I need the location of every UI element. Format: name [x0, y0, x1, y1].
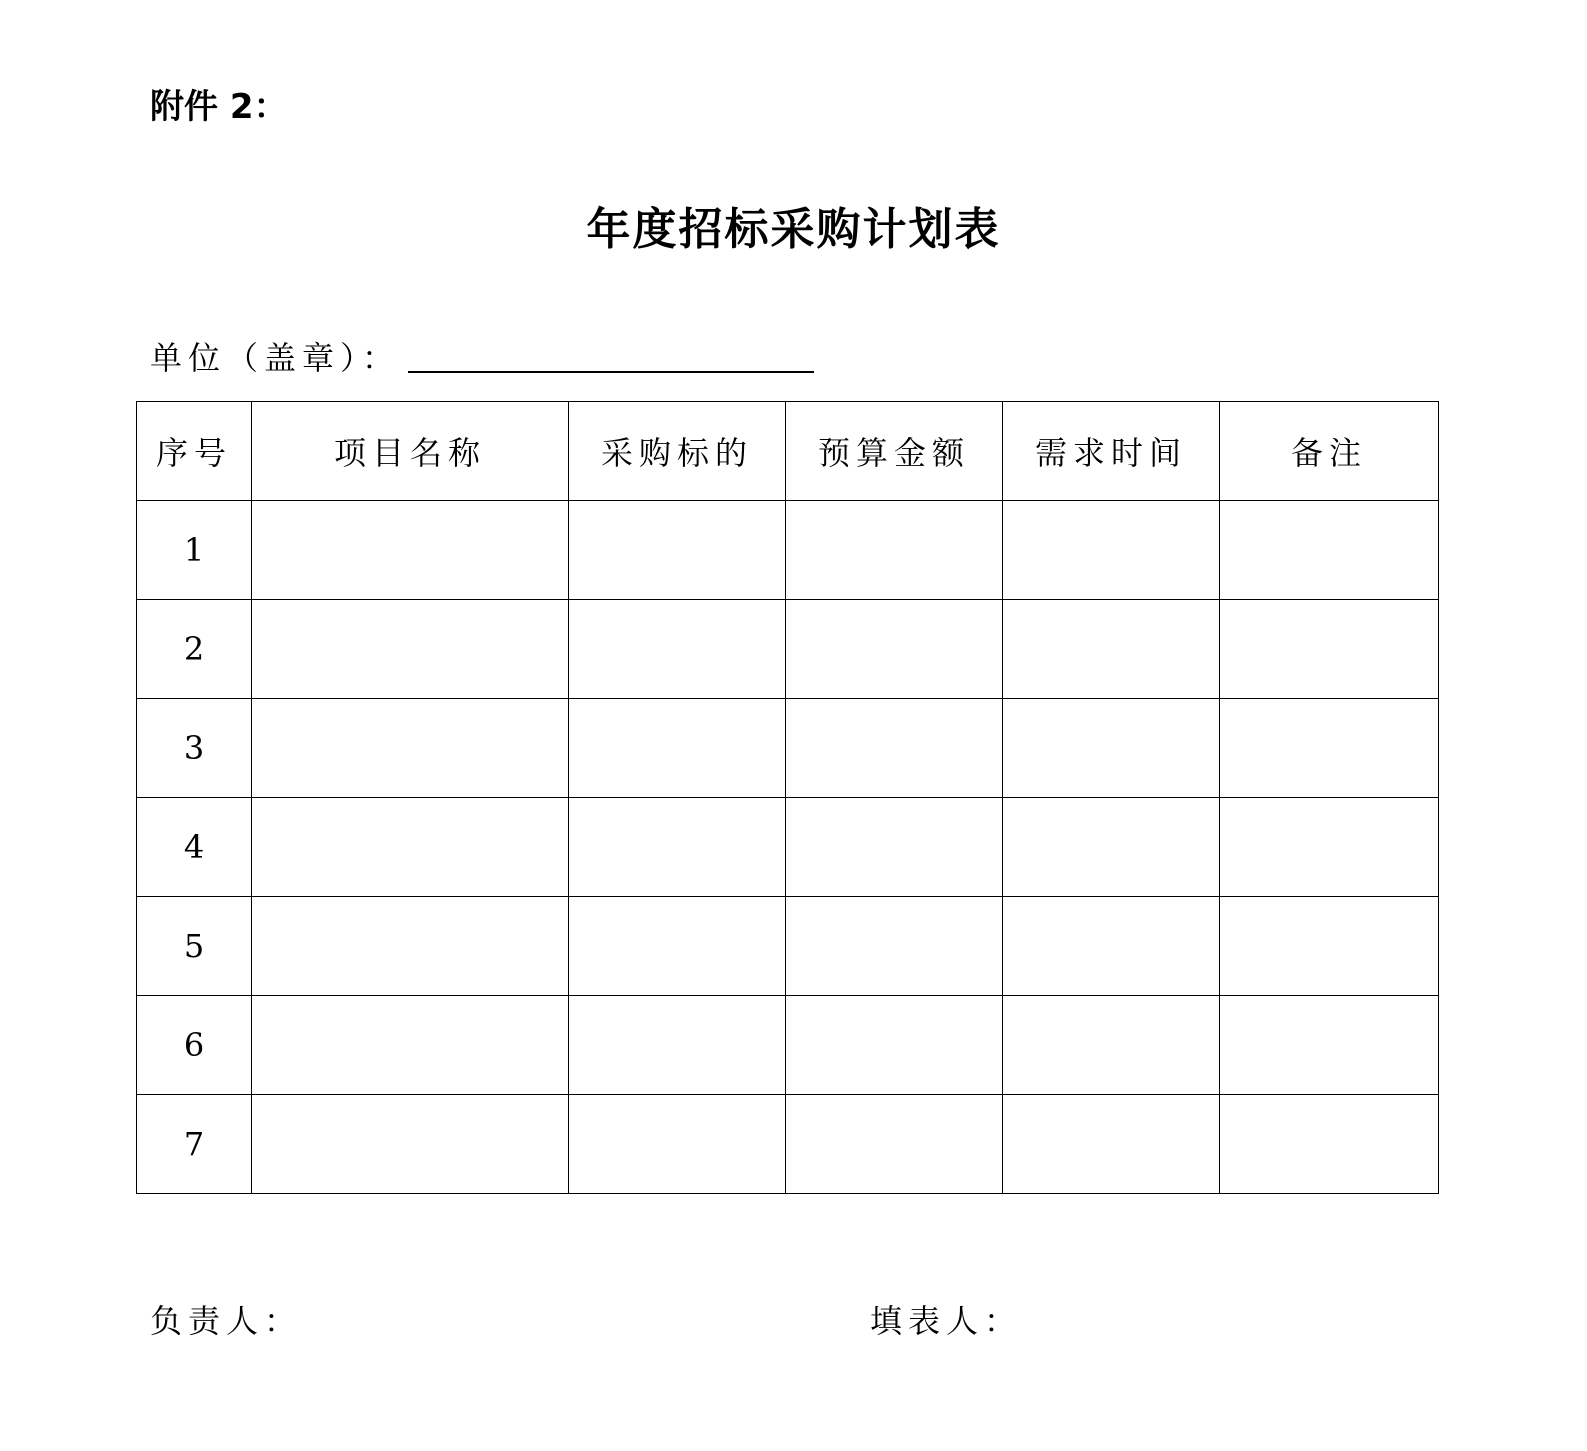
table-row [137, 1095, 1439, 1194]
cell-required-time[interactable] [1003, 798, 1220, 897]
cell-procurement-subject[interactable] [569, 1095, 786, 1194]
cell-budget-amount[interactable] [786, 996, 1003, 1095]
header-project-name: 项目名称 [252, 402, 569, 501]
cell-procurement-subject[interactable] [569, 897, 786, 996]
row-serial-number: 2 [137, 600, 252, 699]
cell-project-name[interactable] [252, 897, 569, 996]
cell-budget-amount[interactable] [786, 798, 1003, 897]
cell-procurement-subject[interactable] [569, 996, 786, 1095]
cell-remarks[interactable] [1220, 600, 1439, 699]
header-budget-amount: 预算金额 [786, 402, 1003, 501]
cell-remarks[interactable] [1220, 1095, 1439, 1194]
unit-row [150, 332, 814, 380]
cell-budget-amount[interactable] [786, 1095, 1003, 1194]
header-procurement-subject: 采购标的 [569, 402, 786, 501]
cell-required-time[interactable] [1003, 600, 1220, 699]
cell-required-time[interactable] [1003, 501, 1220, 600]
cell-project-name[interactable] [252, 798, 569, 897]
row-serial-number: 4 [137, 798, 252, 897]
cell-remarks[interactable] [1220, 699, 1439, 798]
cell-budget-amount[interactable] [786, 699, 1003, 798]
cell-required-time[interactable] [1003, 1095, 1220, 1194]
cell-budget-amount[interactable] [786, 600, 1003, 699]
cell-required-time[interactable] [1003, 897, 1220, 996]
table-row [137, 897, 1439, 996]
row-serial-number: 3 [137, 699, 252, 798]
cell-budget-amount[interactable] [786, 897, 1003, 996]
table-row [137, 501, 1439, 600]
row-serial-number: 6 [137, 996, 252, 1095]
cell-procurement-subject[interactable] [569, 600, 786, 699]
cell-project-name[interactable] [252, 699, 569, 798]
header-remarks: 备注 [1220, 402, 1439, 501]
cell-project-name[interactable] [252, 600, 569, 699]
table-header-row [137, 402, 1439, 501]
header-required-time: 需求时间 [1003, 402, 1220, 501]
unit-label: 单位（盖章）： [150, 339, 401, 377]
cell-remarks[interactable] [1220, 501, 1439, 600]
procurement-plan-table [136, 401, 1439, 1194]
header-serial-number: 序号 [137, 402, 252, 501]
cell-project-name[interactable] [252, 1095, 569, 1194]
cell-procurement-subject[interactable] [569, 699, 786, 798]
cell-remarks[interactable] [1220, 996, 1439, 1095]
row-serial-number: 1 [137, 501, 252, 600]
row-serial-number: 7 [137, 1095, 252, 1194]
cell-project-name[interactable] [252, 996, 569, 1095]
cell-remarks[interactable] [1220, 897, 1439, 996]
form-filler-label: 填表人： [870, 1302, 1023, 1340]
cell-budget-amount[interactable] [786, 501, 1003, 600]
unit-blank-line[interactable] [408, 371, 814, 373]
table-row [137, 600, 1439, 699]
page-title: 年度招标采购计划表 [586, 204, 1001, 255]
cell-project-name[interactable] [252, 501, 569, 600]
row-serial-number: 5 [137, 897, 252, 996]
cell-procurement-subject[interactable] [569, 501, 786, 600]
table-row [137, 798, 1439, 897]
attachment-label: 附件 2： [150, 87, 288, 127]
table-row [137, 699, 1439, 798]
cell-required-time[interactable] [1003, 996, 1220, 1095]
table-row [137, 996, 1439, 1095]
cell-procurement-subject[interactable] [569, 798, 786, 897]
cell-remarks[interactable] [1220, 798, 1439, 897]
cell-required-time[interactable] [1003, 699, 1220, 798]
responsible-person-label: 负责人： [150, 1302, 303, 1340]
